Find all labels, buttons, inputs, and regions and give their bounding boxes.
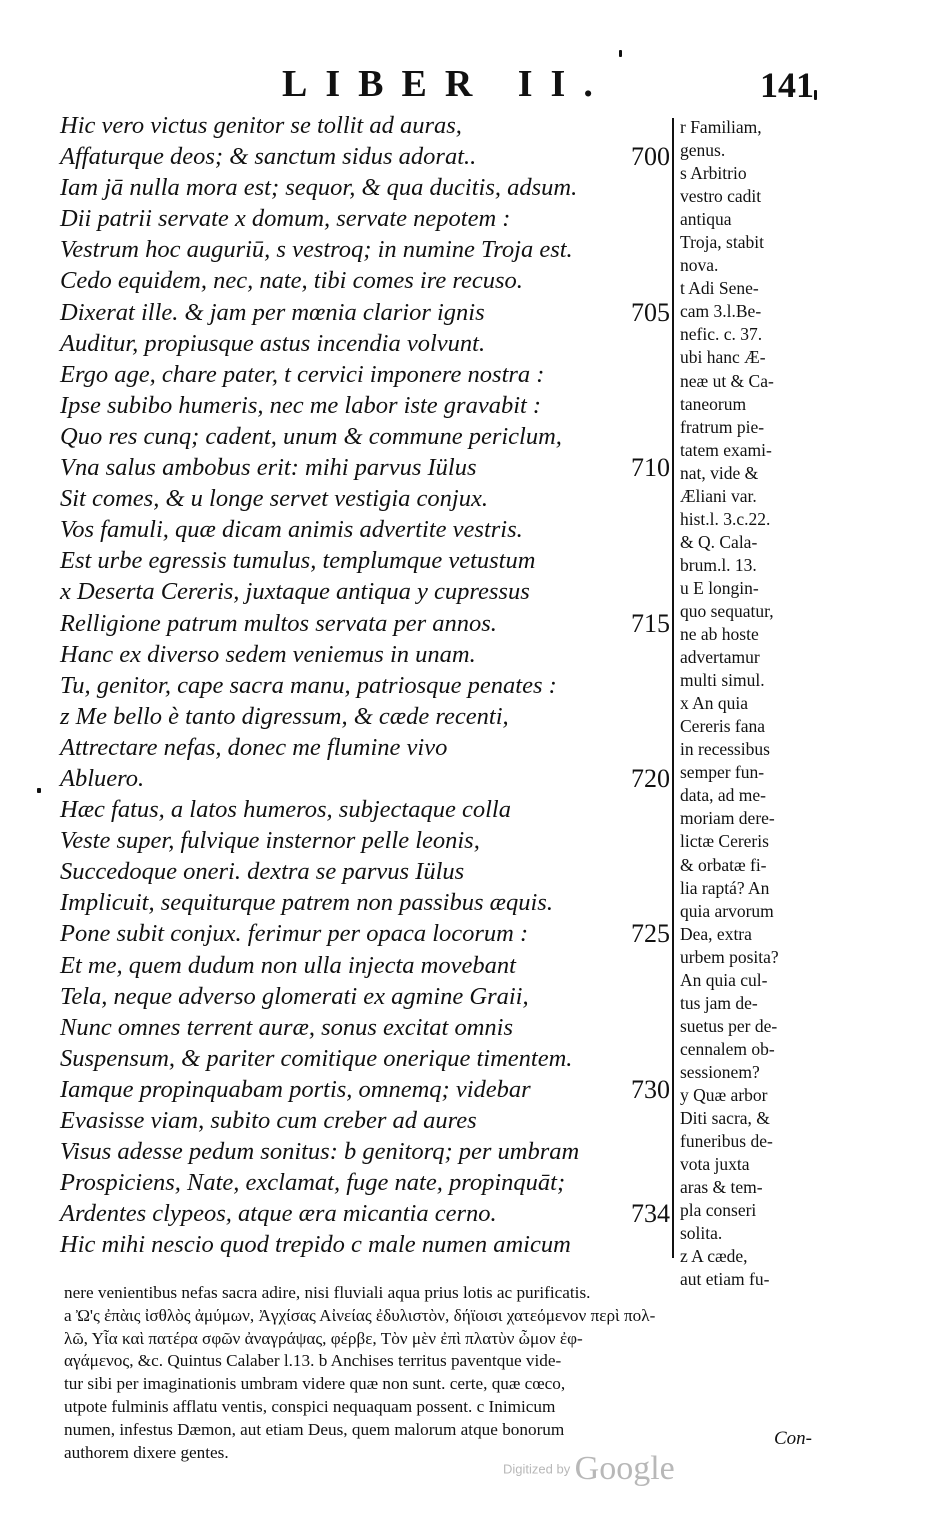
verse-line bbox=[60, 359, 670, 390]
footnote-line bbox=[64, 1350, 824, 1373]
verse-line bbox=[60, 1105, 670, 1136]
verse-text: Ardentes clypeos, atque æra micantia cerno. bbox=[60, 1200, 497, 1228]
catchword: Con- bbox=[774, 1428, 812, 1449]
line-text: nova. bbox=[680, 255, 719, 276]
verse-text: Visus adesse pedum sonitus: b genitorq; per umbram bbox=[60, 1138, 580, 1166]
verse-text: Dixerat ille. & jam per mœnia clarior ignis bbox=[60, 298, 485, 326]
margin-note-line bbox=[680, 600, 826, 623]
verse-text: Est urbe egressis tumulus, templumque vetustum bbox=[60, 547, 536, 575]
verse-line bbox=[60, 234, 670, 265]
margin-note-line bbox=[680, 692, 826, 715]
verse-line bbox=[60, 1074, 670, 1105]
margin-note-line bbox=[680, 877, 826, 900]
line-text: Cereris fana bbox=[680, 716, 766, 737]
line-text: cennalem ob- bbox=[680, 1038, 775, 1059]
verse-text: Cedo equidem, nec, nate, tibi comes ire recuso. bbox=[60, 267, 523, 295]
footnote-line bbox=[64, 1419, 824, 1442]
verse-line bbox=[60, 265, 670, 296]
verse-text: Ipse subibo humeris, nec me labor iste gravabit : bbox=[60, 391, 542, 419]
line-text: hist.l. 3.c.22. bbox=[680, 508, 771, 529]
margin-note-line bbox=[680, 439, 826, 462]
verse-text: Hæc fatus, a latos humeros, subjectaque colla bbox=[60, 796, 511, 824]
margin-note-line bbox=[680, 830, 826, 853]
verse-line bbox=[60, 1167, 670, 1198]
page-header bbox=[0, 62, 932, 112]
running-head: LIBER II. bbox=[282, 63, 611, 105]
footnotes-block bbox=[64, 1282, 824, 1464]
margin-note-line bbox=[680, 370, 826, 393]
verse-text: Prospiciens, Nate, exclamat, fuge nate, propinquāt; bbox=[60, 1169, 566, 1197]
verse-line bbox=[60, 421, 670, 452]
verse-text: Succedoque oneri. dextra se parvus Iülus bbox=[60, 858, 465, 886]
page-number: 141 bbox=[760, 65, 814, 105]
footnote-line bbox=[64, 1305, 824, 1328]
margin-note-line bbox=[680, 900, 826, 923]
line-text: tatem exami- bbox=[680, 439, 772, 460]
line-text: z A cæde, bbox=[680, 1246, 748, 1267]
margin-note-line bbox=[680, 554, 826, 577]
margin-note-line bbox=[680, 854, 826, 877]
margin-note-line bbox=[680, 969, 826, 992]
line-text: ubi hanc Æ- bbox=[680, 347, 766, 368]
line-text: vota juxta bbox=[680, 1154, 750, 1175]
line-text: y Quæ arbor bbox=[680, 1084, 768, 1105]
footnote-line bbox=[64, 1396, 824, 1419]
verse-number: 710 bbox=[631, 453, 670, 483]
verse-text: Dii patrii servate x domum, servate nepotem : bbox=[60, 205, 511, 233]
verse-line bbox=[60, 110, 670, 141]
verse-line bbox=[60, 701, 670, 732]
verse-line bbox=[60, 981, 670, 1012]
verse-line bbox=[60, 825, 670, 856]
line-text: authorem dixere gentes. bbox=[64, 1442, 229, 1462]
verse-text: Vestrum hoc auguriū, s vestroq; in numine Troja est. bbox=[60, 236, 573, 264]
verse-line bbox=[60, 1043, 670, 1074]
line-text: solita. bbox=[680, 1223, 723, 1244]
line-text: Dea, extra bbox=[680, 923, 752, 944]
verse-number: 705 bbox=[631, 297, 670, 327]
line-text: u E longin- bbox=[680, 577, 759, 598]
margin-note-line bbox=[680, 277, 826, 300]
verse-text: Affaturque deos; & sanctum sidus adorat.. bbox=[60, 143, 477, 171]
margin-notes-column bbox=[680, 116, 826, 1291]
verse-line bbox=[60, 141, 670, 172]
line-text: taneorum bbox=[680, 393, 747, 414]
verse-line bbox=[60, 794, 670, 825]
line-text: nere venientibus nefas sacra adire, nisi fluviali aqua prius lotis ac purificatis. bbox=[64, 1283, 591, 1302]
margin-note-line bbox=[680, 323, 826, 346]
line-text: t Adi Sene- bbox=[680, 278, 759, 299]
margin-note-line bbox=[680, 784, 826, 807]
verse-text: Attrectare nefas, donec me flumine vivo bbox=[60, 733, 448, 761]
line-text: semper fun- bbox=[680, 762, 765, 783]
margin-note-line bbox=[680, 1245, 826, 1268]
line-text: genus. bbox=[680, 140, 726, 161]
verse-line bbox=[60, 514, 670, 545]
verse-line bbox=[60, 887, 670, 918]
line-text: advertamur bbox=[680, 647, 760, 668]
line-text: αγάμενος, &c. Quintus Calaber l.13. b Anchises territus paventque vide- bbox=[64, 1351, 562, 1371]
line-text: tus jam de- bbox=[680, 992, 758, 1013]
line-text: vestro cadit bbox=[680, 186, 762, 207]
margin-note-line bbox=[680, 393, 826, 416]
line-text: ne ab hoste bbox=[680, 624, 759, 645]
verse-line bbox=[60, 390, 670, 421]
margin-note-line bbox=[680, 139, 826, 162]
verse-line bbox=[60, 1198, 670, 1229]
margin-note-line bbox=[680, 738, 826, 761]
margin-note-line bbox=[680, 531, 826, 554]
margin-note-line bbox=[680, 623, 826, 646]
line-text: & orbatæ fi- bbox=[680, 854, 767, 875]
verse-line bbox=[60, 608, 670, 639]
margin-note-line bbox=[680, 1199, 826, 1222]
line-text: lia raptá? An bbox=[680, 877, 770, 898]
margin-note-line bbox=[680, 761, 826, 784]
line-text: λῶ, Υἷα καὶ πατέρα σφῶν ἀναγράψας, φέρβε, Τὸν μὲν ἐπὶ πλατὺν ὦμον ἐφ- bbox=[64, 1328, 583, 1348]
line-text: utpote fulminis afflatu ventis, conspici nequaquam possent. c Inimicum bbox=[64, 1396, 556, 1416]
footnote-line bbox=[64, 1442, 824, 1465]
margin-note-line bbox=[680, 669, 826, 692]
line-text: Troja, stabit bbox=[680, 232, 764, 253]
margin-note-line bbox=[680, 1061, 826, 1084]
margin-note-line bbox=[680, 346, 826, 369]
line-text: tur sibi per imaginationis umbram videre quæ non sunt. certe, quæ cœco, bbox=[64, 1374, 566, 1394]
ink-speck bbox=[37, 788, 41, 793]
margin-note-line bbox=[680, 715, 826, 738]
line-text: a Ὠ'ς ἐπὰις ἰσθλὸς ἀμύμων, Ἀγχίσας Αἰνείας ἐδυλιστὸν, δήϊοισι χατεόμενον περὶ πολ- bbox=[64, 1305, 656, 1325]
margin-note-line bbox=[680, 208, 826, 231]
margin-note-line bbox=[680, 231, 826, 254]
margin-note-line bbox=[680, 1176, 826, 1199]
margin-note-line bbox=[680, 185, 826, 208]
margin-note-line bbox=[680, 807, 826, 830]
line-text: cam 3.l.Be- bbox=[680, 301, 762, 322]
verse-text: Implicuit, sequiturque patrem non passibus æquis. bbox=[60, 889, 553, 917]
margin-note-line bbox=[680, 923, 826, 946]
margin-note-line bbox=[680, 577, 826, 600]
line-text: brum.l. 13. bbox=[680, 554, 757, 575]
line-text: urbem posita? bbox=[680, 946, 779, 967]
verse-line bbox=[60, 328, 670, 359]
verse-line bbox=[60, 763, 670, 794]
verse-text: Quo res cunq; cadent, unum & commune periclum, bbox=[60, 422, 562, 450]
line-text: Æliani var. bbox=[680, 485, 757, 506]
margin-note-line bbox=[680, 416, 826, 439]
column-rule bbox=[672, 118, 674, 1258]
line-text: Diti sacra, & bbox=[680, 1108, 770, 1129]
margin-note-line bbox=[680, 1038, 826, 1061]
verse-line bbox=[60, 950, 670, 981]
line-text: sessionem? bbox=[680, 1061, 760, 1082]
verse-text: Veste super, fulvique insternor pelle leonis, bbox=[60, 827, 480, 855]
margin-note-line bbox=[680, 1222, 826, 1245]
watermark-logo-text: Google bbox=[574, 1450, 675, 1487]
verse-text: z Me bello è tanto digressum, & cæde recenti, bbox=[60, 702, 509, 730]
verse-text: Suspensum, & pariter comitique onerique timentem. bbox=[60, 1044, 573, 1072]
digitized-watermark bbox=[503, 1450, 675, 1488]
line-text: fratrum pie- bbox=[680, 416, 765, 437]
verse-line bbox=[60, 1012, 670, 1043]
verse-line bbox=[60, 452, 670, 483]
verse-line bbox=[60, 545, 670, 576]
margin-note-line bbox=[680, 162, 826, 185]
verse-number: 715 bbox=[631, 608, 670, 638]
verse-number: 725 bbox=[631, 919, 670, 949]
verse-text: Et me, quem dudum non ulla injecta movebant bbox=[60, 951, 516, 979]
verse-line bbox=[60, 1136, 670, 1167]
verse-line bbox=[60, 856, 670, 887]
verse-text: Evasisse viam, subito cum creber ad aures bbox=[60, 1107, 477, 1134]
verse-text: Hic vero victus genitor se tollit ad auras, bbox=[60, 112, 462, 139]
line-text: s Arbitrio bbox=[680, 163, 747, 184]
verse-line bbox=[60, 639, 670, 670]
verse-line bbox=[60, 670, 670, 701]
margin-note-line bbox=[680, 508, 826, 531]
line-text: suetus per de- bbox=[680, 1015, 778, 1036]
ink-speck bbox=[619, 50, 622, 57]
line-text: quo sequatur, bbox=[680, 600, 774, 621]
margin-note-line bbox=[680, 300, 826, 323]
margin-note-line bbox=[680, 646, 826, 669]
line-text: x An quia bbox=[680, 693, 749, 714]
verse-line bbox=[60, 172, 670, 203]
margin-note-line bbox=[680, 1153, 826, 1176]
line-text: multi simul. bbox=[680, 670, 765, 691]
verse-number: 730 bbox=[631, 1074, 670, 1104]
verse-line bbox=[60, 203, 670, 234]
margin-note-line bbox=[680, 946, 826, 969]
verse-line bbox=[60, 732, 670, 763]
verse-text: Tela, neque adverso glomerati ex agmine Graii, bbox=[60, 982, 529, 1010]
verse-line bbox=[60, 297, 670, 328]
verse-number: 700 bbox=[631, 142, 670, 172]
margin-note-line bbox=[680, 992, 826, 1015]
verse-text: Vna salus ambobus erit: mihi parvus Iülus bbox=[60, 454, 477, 482]
verse-text: Hic mihi nescio quod trepido c male numen amicum bbox=[60, 1231, 571, 1259]
verse-line bbox=[60, 483, 670, 514]
margin-note-line bbox=[680, 116, 826, 139]
verse-number: 734 bbox=[631, 1199, 670, 1229]
line-text: aras & tem- bbox=[680, 1177, 763, 1198]
ink-speck bbox=[814, 90, 817, 100]
verse-line bbox=[60, 918, 670, 949]
line-text: lictæ Cereris bbox=[680, 831, 769, 852]
verse-text: Iamque propinquabam portis, omnemq; videbar bbox=[60, 1075, 531, 1103]
line-text: nefic. c. 37. bbox=[680, 324, 763, 345]
margin-note-line bbox=[680, 254, 826, 277]
verse-text: Nunc omnes terrent auræ, sonus excitat omnis bbox=[60, 1013, 513, 1041]
margin-note-line bbox=[680, 1107, 826, 1130]
line-text: & Q. Cala- bbox=[680, 531, 758, 552]
verse-text: Vos famuli, quæ dicam animis advertite vestris. bbox=[60, 516, 523, 544]
line-text: An quia cul- bbox=[680, 969, 768, 990]
margin-note-line bbox=[680, 1130, 826, 1153]
line-text: funeribus de- bbox=[680, 1131, 773, 1152]
margin-note-line bbox=[680, 1084, 826, 1107]
watermark-small-text: Digitized by bbox=[503, 1461, 571, 1477]
line-text: r Familiam, bbox=[680, 117, 762, 137]
line-text: antiqua bbox=[680, 209, 732, 230]
verse-text: Relligione patrum multos servata per annos. bbox=[60, 609, 497, 637]
verse-text: Iam jā nulla mora est; sequor, & qua ducitis, adsum. bbox=[60, 174, 578, 202]
verse-text: x Deserta Cereris, juxtaque antiqua y cupressus bbox=[60, 578, 530, 606]
verse-text: Hanc ex diverso sedem veniemus in unam. bbox=[60, 640, 476, 668]
margin-note-line bbox=[680, 485, 826, 508]
verse-text: Pone subit conjux. ferimur per opaca locorum : bbox=[60, 920, 529, 948]
margin-note-line bbox=[680, 1015, 826, 1038]
line-text: data, ad me- bbox=[680, 785, 766, 806]
margin-note-line bbox=[680, 462, 826, 485]
verse-number: 720 bbox=[631, 763, 670, 793]
line-text: moriam dere- bbox=[680, 808, 775, 829]
verse-text: Sit comes, & u longe servet vestigia conjux. bbox=[60, 485, 488, 513]
verse-line bbox=[60, 576, 670, 607]
line-text: nat, vide & bbox=[680, 462, 759, 483]
line-text: neæ ut & Ca- bbox=[680, 370, 774, 391]
line-text: pla conseri bbox=[680, 1200, 757, 1221]
line-text: in recessibus bbox=[680, 739, 770, 760]
verse-text: Ergo age, chare pater, t cervici imponere nostra : bbox=[60, 360, 545, 388]
line-text: quia arvorum bbox=[680, 900, 774, 921]
line-text: aut etiam fu- bbox=[680, 1269, 770, 1290]
verse-text: Auditur, propiusque astus incendia volvunt. bbox=[60, 329, 486, 357]
verse-column bbox=[60, 110, 670, 1260]
footnote-line bbox=[64, 1282, 824, 1305]
verse-text: Tu, genitor, cape sacra manu, patriosque penates : bbox=[60, 671, 557, 699]
line-text: numen, infestus Dæmon, aut etiam Deus, quem malorum atque bonorum bbox=[64, 1419, 565, 1439]
footnote-line bbox=[64, 1373, 824, 1396]
footnote-line bbox=[64, 1328, 824, 1351]
verse-line bbox=[60, 1229, 670, 1260]
verse-text: Abluero. bbox=[60, 764, 145, 792]
